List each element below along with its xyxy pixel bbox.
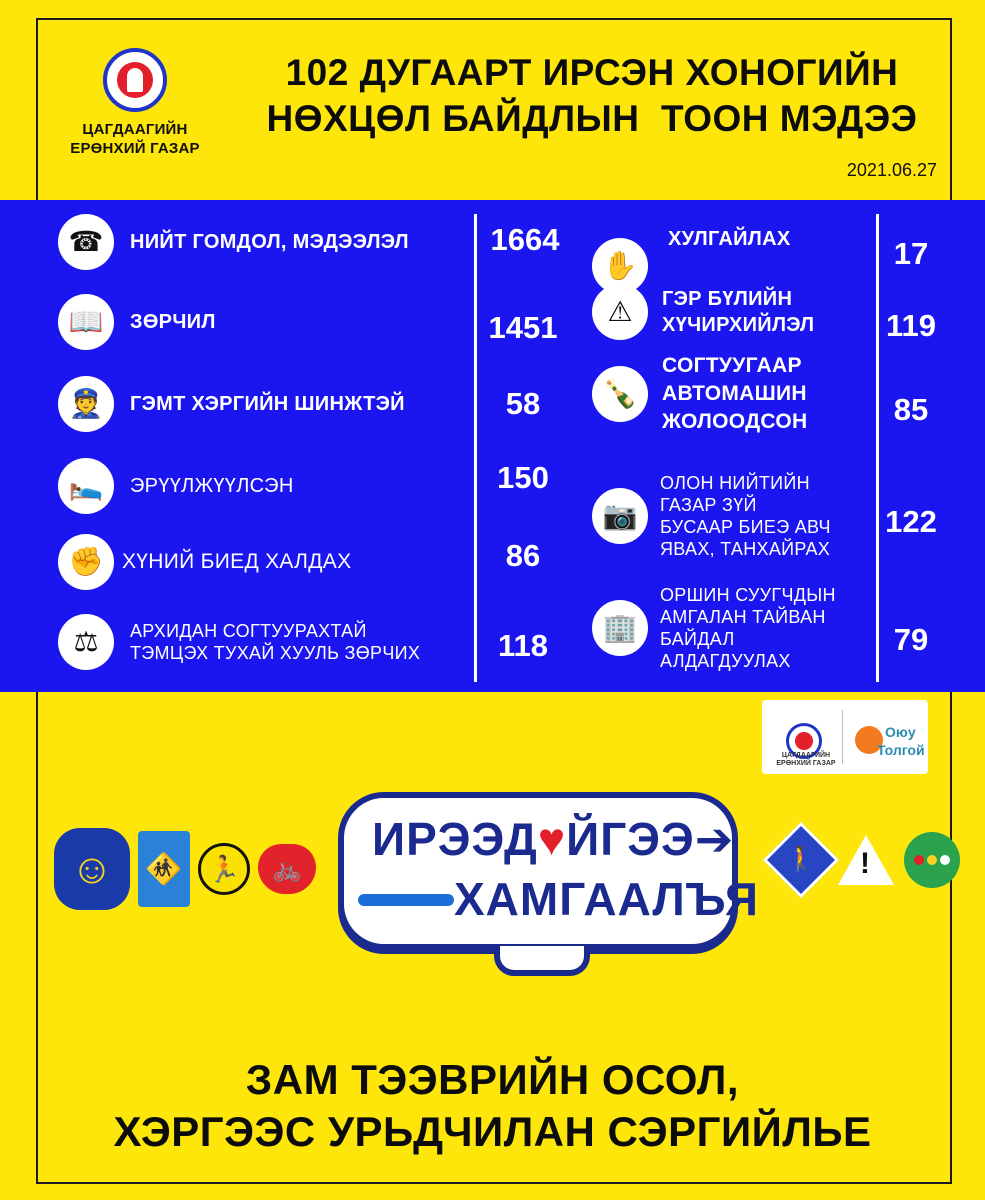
stat-label-line: СОГТУУГААР [662,354,802,377]
stat-label [660,472,831,560]
apartment-building-icon: 🏢 [592,600,648,656]
sponsor-logos [762,700,928,774]
stat-label: ЭРҮҮЛЖҮҮЛСЭН [130,475,294,497]
footer-message [0,1054,985,1158]
footer-line1: ЗАМ ТЭЭВРИЙН ОСОЛ, [245,1056,740,1103]
stat-label-line: АМГАЛАН ТАЙВАН [660,607,826,627]
org-name-line1: ЦАГДААГИЙН [82,121,188,138]
stat-label-line: ГЭР БҮЛИЙН [662,288,793,310]
gavel-icon: ⚖ [58,614,114,670]
cctv-camera-icon: 📷 [592,488,648,544]
stat-label-line: БАЙДАЛ [660,629,735,649]
slogan-line1-b: ЙГЭЭ➔ [566,813,735,865]
stat-label-line: АЛДАГДУУЛАХ [660,651,791,671]
divider-right [876,214,879,682]
stat-value: 86 [505,538,541,573]
stat-label [130,620,420,664]
sponsor-police-line1: ЦАГДААГИЙН [781,752,831,759]
pedestrian-children-icon: 🚸 [138,831,190,907]
traffic-light-icon [904,832,960,888]
stats-panel [0,200,985,692]
oyu-tolgoi-line1: Оюу [885,724,916,740]
stat-label: ГЭМТ ХЭРГИЙН ШИНЖТЭЙ [130,393,405,415]
sponsor-police-line2: ЕРӨНХИЙ ГАЗАР [776,760,836,767]
bicycle-heart-icon: 🚲 [258,844,316,894]
stat-label-line: ГАЗАР ЗҮЙ [660,495,757,515]
running-person-icon: 🏃 [198,843,250,895]
police-officers-icon: 👮 [58,376,114,432]
stat-label: НИЙТ ГОМДОЛ, МЭДЭЭЛЭЛ [130,231,409,253]
oyu-tolgoi-logo [855,710,925,764]
title-line1: 102 ДУГААРТ ИРСЭН ХОНОГИЙН [285,52,899,93]
fight-icon: ✊ [58,534,114,590]
stat-value: 122 [885,504,937,539]
seatbelt-icon [358,894,454,906]
police-logo [60,48,210,158]
drunk-driving-icon: 🍾 [592,366,648,422]
phone-24h-icon: ☎ [58,214,114,270]
stat-sobering [58,458,294,514]
stat-value: 118 [497,628,548,663]
stat-value: 1451 [488,310,558,345]
header [0,0,985,200]
footer-line2: ХЭРГЭЭС УРЬДЧИЛАН СЭРГИЙЛЬЕ [113,1108,872,1155]
slogan-badge [338,792,759,950]
lying-person-icon: 🛌 [58,458,114,514]
safety-badges-right [774,832,960,888]
stat-label-line: ОЛОН НИЙТИЙН [660,473,810,493]
heart-icon: ♥ [537,813,567,865]
stat-label-line: АРХИДАН СОГТУУРАХТАЙ [130,621,367,641]
slogan-line1 [372,812,734,866]
sponsor-divider [842,710,843,764]
stat-label: ЗӨРЧИЛ [130,311,216,333]
stat-value: 17 [893,236,929,271]
slogan-line1-a: ИРЭЭД [372,813,538,865]
domestic-violence-icon: ⚠ [592,284,648,340]
page-title [232,50,952,142]
stat-label-line: БУСААР БИЕЭ АВЧ [660,517,831,537]
stat-label-line: ОРШИН СУУГЧДЫН [660,585,836,605]
stat-label [662,352,807,436]
slogan-tab [494,946,590,976]
org-name-line2: ЕРӨНХИЙ ГАЗАР [70,140,200,157]
sponsor-police-name [770,752,842,768]
stat-value: 85 [893,392,929,427]
stat-value: 119 [885,308,936,343]
title-line2: НӨХЦӨЛ БАЙДЛЫН ТООН МЭДЭЭ [266,98,918,139]
stat-label-line: ЯВАХ, ТАНХАЙРАХ [660,539,831,559]
stat-value: 150 [497,460,549,495]
stat-label [662,286,814,338]
report-date: 2021.06.27 [846,160,937,180]
stat-label-line: АВТОМАШИН [662,382,807,405]
stat-alcohol-law [58,614,420,670]
stat-violations [58,294,216,350]
stat-assault [58,534,351,590]
stat-label-line: ТЭМЦЭХ ТУХАЙ ХУУЛЬ ЗӨРЧИХ [130,643,421,663]
org-name [60,120,210,158]
stat-theft [592,218,790,294]
slogan-line2: ХАМГААЛЪЯ [454,873,759,925]
divider-left [474,214,477,682]
law-book-gavel-icon: 📖 [58,294,114,350]
stat-total-complaints [58,214,409,270]
oyu-tolgoi-line2: Толгой [877,742,925,758]
stat-crime-signs [58,376,405,432]
stat-label [660,584,836,672]
stat-value: 79 [893,622,929,657]
stat-label-line: ЖОЛООДСОН [662,410,808,433]
stat-label-line: ХҮЧИРХИЙЛЭЛ [662,314,815,336]
stat-residents-peace [592,584,836,672]
child-safety-icon: ☺ [54,828,130,910]
stat-label: ХУЛГАЙЛАХ [668,228,791,250]
stat-label: ХҮНИЙ БИЕД ХАЛДАХ [122,550,352,573]
warning-sign-icon: ! [838,835,894,885]
stat-public-disorder [592,472,831,560]
theft-hand-icon: ✋ [592,238,648,294]
police-emblem-icon [103,48,167,112]
stat-value: 58 [505,386,541,421]
stat-domestic-violence [592,284,814,340]
safety-badges-left [54,828,316,910]
stat-drunk-driving [592,352,807,436]
stat-value: 1664 [490,222,560,257]
crosswalk-sign-icon: 🚶 [763,822,839,898]
